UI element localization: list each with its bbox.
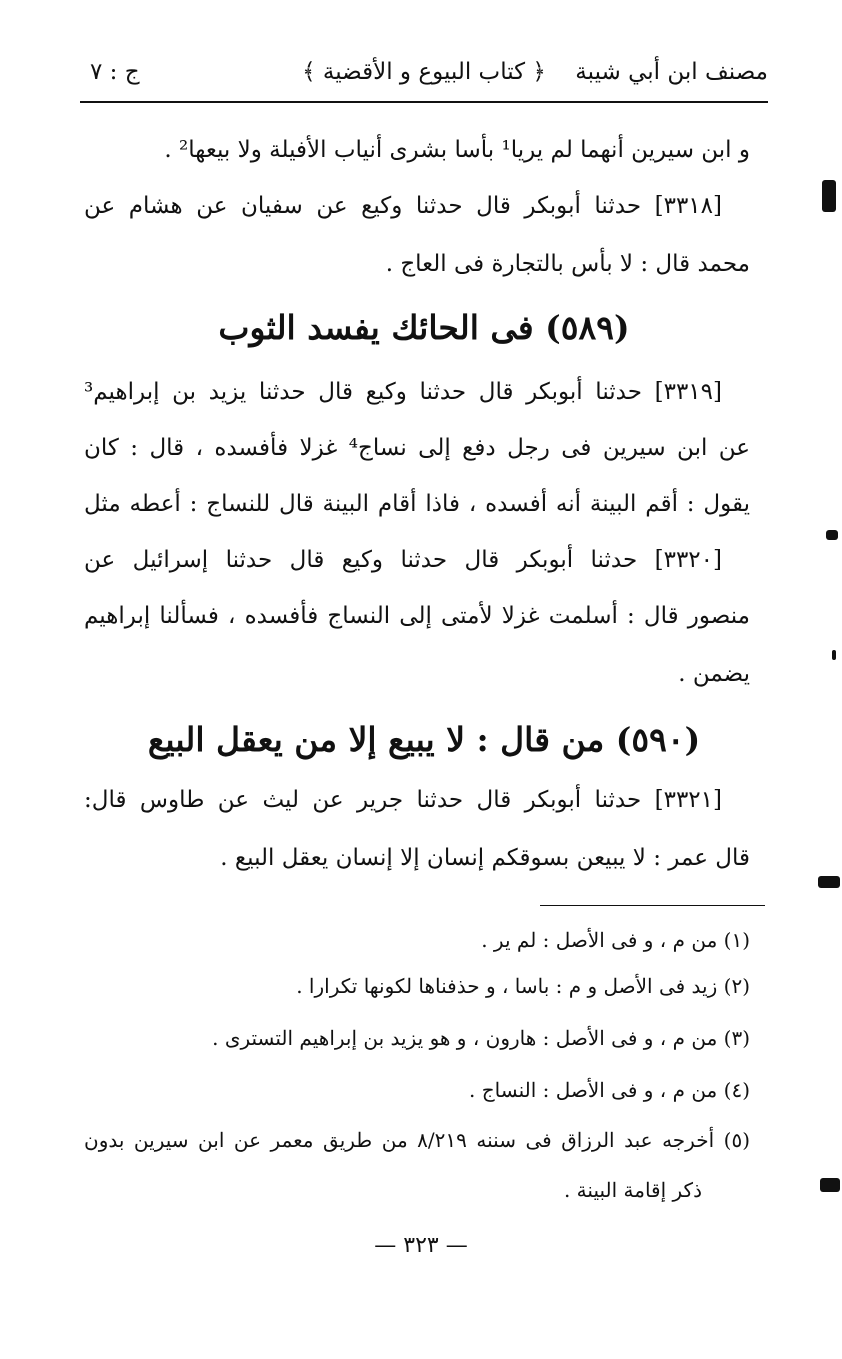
scan-mark bbox=[832, 650, 836, 660]
hadith-3320-line-1: [٣٣٢٠] حدثنا أبوبكر قال حدثنا وكيع قال حدثنا إسرائيل عن bbox=[84, 547, 722, 573]
hadith-3319-line-2: عن ابن سيرين فى رجل دفع إلى نساج⁴ غزلا فأفسده ، قال : كان bbox=[84, 435, 750, 461]
footnote-5-line-1: (٥) أخرجه عبد الرزاق فى سننه ٨/٢١٩ من طريق معمر عن ابن سيرين بدون bbox=[84, 1128, 750, 1152]
running-header bbox=[80, 52, 768, 92]
hadith-3321-line-2: قال عمر : لا يبيعن بسوقكم إنسان إلا إنسان يعقل البيع . bbox=[220, 845, 750, 871]
scan-mark bbox=[820, 1178, 840, 1192]
scan-mark bbox=[818, 876, 840, 888]
footnote-4: (٤) من م ، و فى الأصل : النساج . bbox=[469, 1078, 750, 1102]
footnote-3: (٣) من م ، و فى الأصل : هارون ، و هو يزيد بن إبراهيم التسترى . bbox=[212, 1026, 750, 1050]
section-heading-589: (٥٨٩) فى الحائك يفسد الثوب bbox=[218, 308, 630, 347]
footnote-2: (٢) زيد فى الأصل و م : باسا ، و حذفناها لكونها تكرارا . bbox=[296, 974, 750, 998]
page-number: — ٣٢٣ — bbox=[374, 1233, 468, 1258]
hadith-3319-line-3: يقول : أقم البينة أنه أفسده ، فاذا أقام البينة قال للنساج : أعطه مثل bbox=[84, 491, 750, 517]
scan-mark bbox=[822, 180, 836, 212]
footnote-divider bbox=[540, 905, 765, 906]
volume-number: ج : ٧ bbox=[90, 59, 140, 85]
header-divider bbox=[80, 101, 768, 103]
section-heading-590: (٥٩٠) من قال : لا يبيع إلا من يعقل البيع bbox=[147, 720, 701, 759]
footnote-1: (١) من م ، و فى الأصل : لم ير . bbox=[481, 928, 750, 952]
scan-mark bbox=[826, 530, 838, 540]
hadith-3318-line-2: محمد قال : لا بأس بالتجارة فى العاج . bbox=[385, 251, 750, 277]
footnote-5-line-2: ذكر إقامة البينة . bbox=[563, 1178, 702, 1202]
chapter-title: ﴿ كتاب البيوع و الأقضية ﴾ bbox=[302, 59, 546, 85]
hadith-3319-line-1: [٣٣١٩] حدثنا أبوبكر قال حدثنا وكيع قال حدثنا يزيد بن إبراهيم³ bbox=[84, 379, 722, 405]
hadith-3321-line-1: [٣٣٢١] حدثنا أبوبكر قال حدثنا جرير عن ليث عن طاوس قال: bbox=[84, 787, 722, 813]
book-title: مصنف ابن أبي شيبة bbox=[575, 59, 768, 85]
hadith-3320-line-3: يضمن . bbox=[678, 661, 750, 687]
hadith-3320-line-2: منصور قال : أسلمت غزلا لأمتى إلى النساج فأفسده ، فسألنا إبراهيم bbox=[84, 603, 750, 629]
hadith-3318-line-1: [٣٣١٨] حدثنا أبوبكر قال حدثنا وكيع عن سفيان عن هشام عن bbox=[84, 193, 722, 219]
text-line: و ابن سيرين أنهما لم يريا¹ بأسا بشرى أنياب الأفيلة ولا بيعها² . bbox=[164, 137, 750, 163]
